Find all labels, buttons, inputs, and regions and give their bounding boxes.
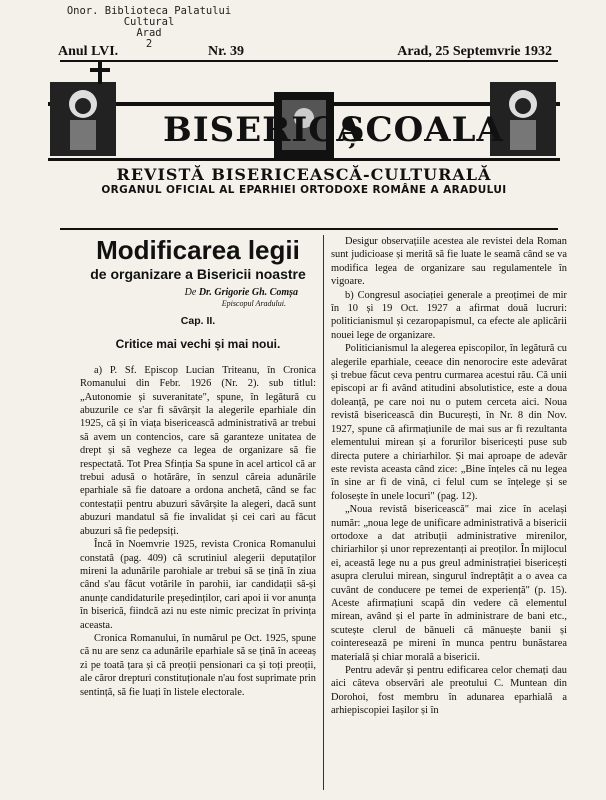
- masthead-subtitle: REVISTĂ BISERICEASCĂ-CULTURALĂ: [116, 165, 492, 184]
- article-title: Modificarea legii: [96, 235, 300, 265]
- stamp-line3: 2: [145, 38, 153, 50]
- issue-year: Anul LVI.: [58, 44, 119, 59]
- left-column: [80, 235, 316, 699]
- article-subtitle: de organizare a Bisericii noastre: [90, 266, 306, 282]
- chapter-heading: Cap. II.: [180, 315, 216, 327]
- paragraph: Politicianismul la alegerea episcopilor, în legătură cu alegerile eparhiale, ceeace din nenorocire este adevărat și trebue făcut ceva pentru curmarea acestui rău. Că unii episcopi ar fi având atitudini absolutistice, este a doua doleanță, pe care noi nu o putem cerceta aici. Noua revistă bisericească din București, în Nr. 8 din Nov. 1927, spune că afirmațiunile de mai sus ar fi rezultanta elementului mirean și a forurilor bisericești puse sub directa putere a chiriarhilor. Și mai aproape de adevăr este revista aceasta când zice: „Bine înțeles că nu legea în sine ar fi de vină, ci felul cum se înțelege și se folosește în unele locuri" (pag. 12).: [331, 343, 567, 502]
- paragraph: Cronica Romanului, în numărul pe Oct. 1925, spune că nu are senz ca adunările eparhiale să se țină în aceeaș zi pe toată țara și că preoții pensionari ca și toți preoții, ale căror drepturi constituționale n'au fost suprimate prin sentință, să fie luați în listele electorale.: [80, 632, 316, 698]
- cross-icon: [90, 62, 110, 84]
- paragraph: Încă în Noemvrie 1925, revista Cronica Romanului constată (pag. 409) că scrutiniul alegerii deputaților mireni la adunările parohiale ar trebui să se țină în ziua când s'au făcut votările în parohii, iar candidații să-și anunțe candidaturile președinților, cari apoi ii vor anunța în biserică, fiindcă azi nu este nimic precizat în privința aceasta.: [80, 539, 316, 631]
- author-role: Episcopul Aradului.: [221, 299, 286, 308]
- masthead-bottom-rule: [60, 228, 558, 230]
- stamp-line1: Onor. Biblioteca Palatului Cultural: [66, 5, 232, 28]
- masthead-organ: ORGANUL OFICIAL AL EPARHIEI ORTODOXE ROMÂNE A ARADULUI: [101, 184, 507, 196]
- right-column: [331, 235, 567, 718]
- paragraph: a) P. Sf. Episcop Lucian Triteanu, în Cronica Romanului din Febr. 1926 (Nr. 2). sub titlul: „Autonomie și suveranitate", spune, în legătură cu abuzurile ce s'ar fi săvârșit la alegerile eparhiale din 1925, că și în viața bisericească administrativă ar trebui să avem un contencios, care să garanteze unitatea de drept și să vegheze ca legea de organizare să fie respectată. Tot Prea Sfinția Sa spune în acel articol că ar trebui adusă o hotărâre, în senzul căreia adunările eparhiale să fie datoare a ordona anchetă, când se fac contestații pentru abuzuri săvârșite la alegeri, dacă sunt abuzuri mandatul să fie invalidat și cei cari au făcut abuzuri să fie pedepsiți.: [80, 364, 316, 537]
- issue-number: Nr. 39: [208, 44, 245, 59]
- author-name: Dr. Grigorie Gh. Comșa: [198, 287, 298, 298]
- masthead-title-right: ȘCOALA: [340, 110, 504, 150]
- issue-place-date: Arad, 25 Septemvrie 1932: [397, 44, 552, 59]
- paragraph: „Noua revistă bisericească" mai zice în același număr: „noua lege de unificare administrativă a bisericii ortodoxe a dat atribuții administrative mirenilor, chiriarhilor și unor reprezentanți ai preoților. În mijlocul ei, această lege nu a pus greul administrației bisericești asupra clerului mirean, singurul îndreptățit a o avea ca cuvânt de conducere pe temei de experiență" (p. 15). Aceste afirmațiuni scapă din vedere că elementul mirean, având și el parte în administrare de bani etc., scutește clerul de bănueli că mânuește banii și cointeresează pe mireni în munca pentru bunăstarea materială și chiar morală a bisericii.: [331, 504, 567, 663]
- author-prefix: De: [184, 287, 197, 298]
- saint-left-icon: [50, 82, 116, 156]
- stamp-line2: Arad: [136, 27, 162, 39]
- paragraph: b) Congresul asociației generale a preoțimei de mir în 10 și 19 Oct. 1927 a afirmat două lucruri: politicianismul și cezaropapismul, ca efecte ale aplicării nouei lege de organizare.: [331, 289, 567, 341]
- paragraph: Desigur observațiile acestea ale revistei dela Roman sunt judicioase și merită să fie luate le seamă când se va modifica legea de organizare sau regulamentele în vigoare.: [331, 236, 567, 288]
- column-separator: [323, 235, 324, 790]
- issue-row: [58, 44, 552, 60]
- masthead: [38, 62, 570, 230]
- section-heading: Critice mai vechi și mai noui.: [115, 337, 281, 352]
- article-author: [80, 287, 298, 299]
- paragraph: Pentru adevăr și pentru edificarea celor chemați dau aici câteva observări ale preotului C. Muntean din Dorohoi, fost membru în adunarea eparhială a arhiepiscopiei Iașilor și în: [331, 665, 567, 717]
- masthead-title-left: BISERICA: [163, 110, 364, 150]
